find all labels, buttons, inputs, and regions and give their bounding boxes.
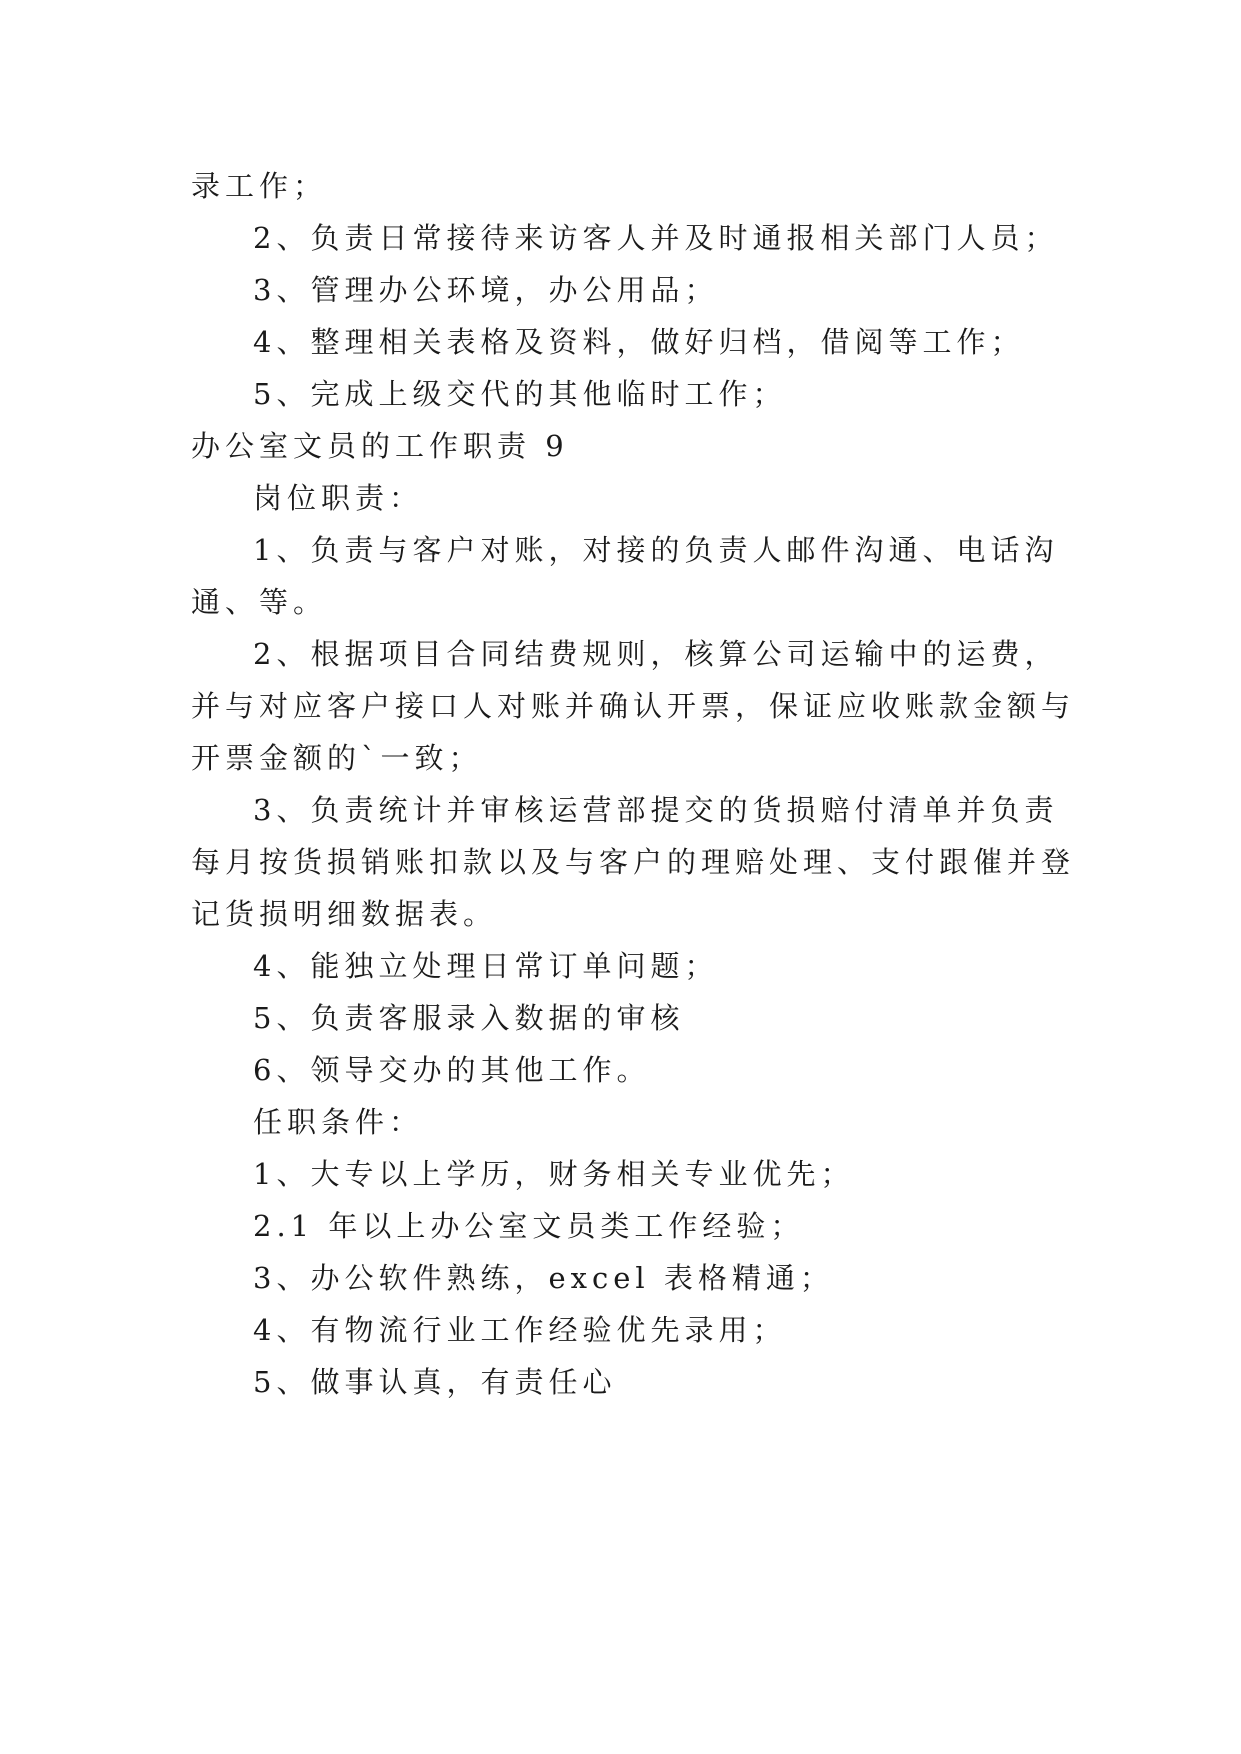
list-item-requirement-1: 1、大专以上学历，财务相关专业优先； [253, 1157, 855, 1191]
list-item-duty-2: 2、负责日常接待来访客人并及时通报相关部门人员； [253, 221, 1059, 255]
section-heading: 办公室文员的工作职责 9 [191, 429, 569, 463]
list-item-duty-4: 4、整理相关表格及资料，做好归档，借阅等工作； [253, 325, 1025, 359]
list-item-requirement-5: 5、做事认真，有责任心 [253, 1365, 617, 1399]
paragraph-line: 并与对应客户接口人对账并确认开票，保证应收账款金额与 [191, 689, 1076, 723]
list-item-requirement-3: 3、办公软件熟练，excel 表格精通； [253, 1261, 834, 1295]
paragraph-line: 通、等。 [191, 585, 328, 619]
list-item-responsibility-1: 1、负责与客户对账，对接的负责人邮件沟通、电话沟 [253, 533, 1059, 567]
list-item-duty-5: 5、完成上级交代的其他临时工作； [253, 377, 787, 411]
paragraph-line: 每月按货损销账扣款以及与客户的理赔处理、支付跟催并登 [191, 845, 1076, 879]
list-item-responsibility-4: 4、能独立处理日常订单问题； [253, 949, 719, 983]
list-item-duty-3: 3、管理办公环境，办公用品； [253, 273, 719, 307]
paragraph-line: 开票金额的`一致； [191, 741, 483, 775]
list-item-requirement-2: 2.1 年以上办公室文员类工作经验； [253, 1209, 805, 1243]
subsection-heading-responsibilities: 岗位职责： [253, 481, 424, 515]
list-item-responsibility-6: 6、领导交办的其他工作。 [253, 1053, 651, 1087]
subsection-heading-requirements: 任职条件： [253, 1105, 424, 1139]
list-item-requirement-4: 4、有物流行业工作经验优先录用； [253, 1313, 787, 1347]
paragraph-line: 记货损明细数据表。 [191, 897, 498, 931]
list-item-responsibility-5: 5、负责客服录入数据的审核 [253, 1001, 685, 1035]
list-item-responsibility-2: 2、根据项目合同结费规则，核算公司运输中的运费， [253, 637, 1059, 671]
list-item-responsibility-3: 3、负责统计并审核运营部提交的货损赔付清单并负责 [253, 793, 1059, 827]
paragraph-line: 录工作； [191, 169, 328, 203]
